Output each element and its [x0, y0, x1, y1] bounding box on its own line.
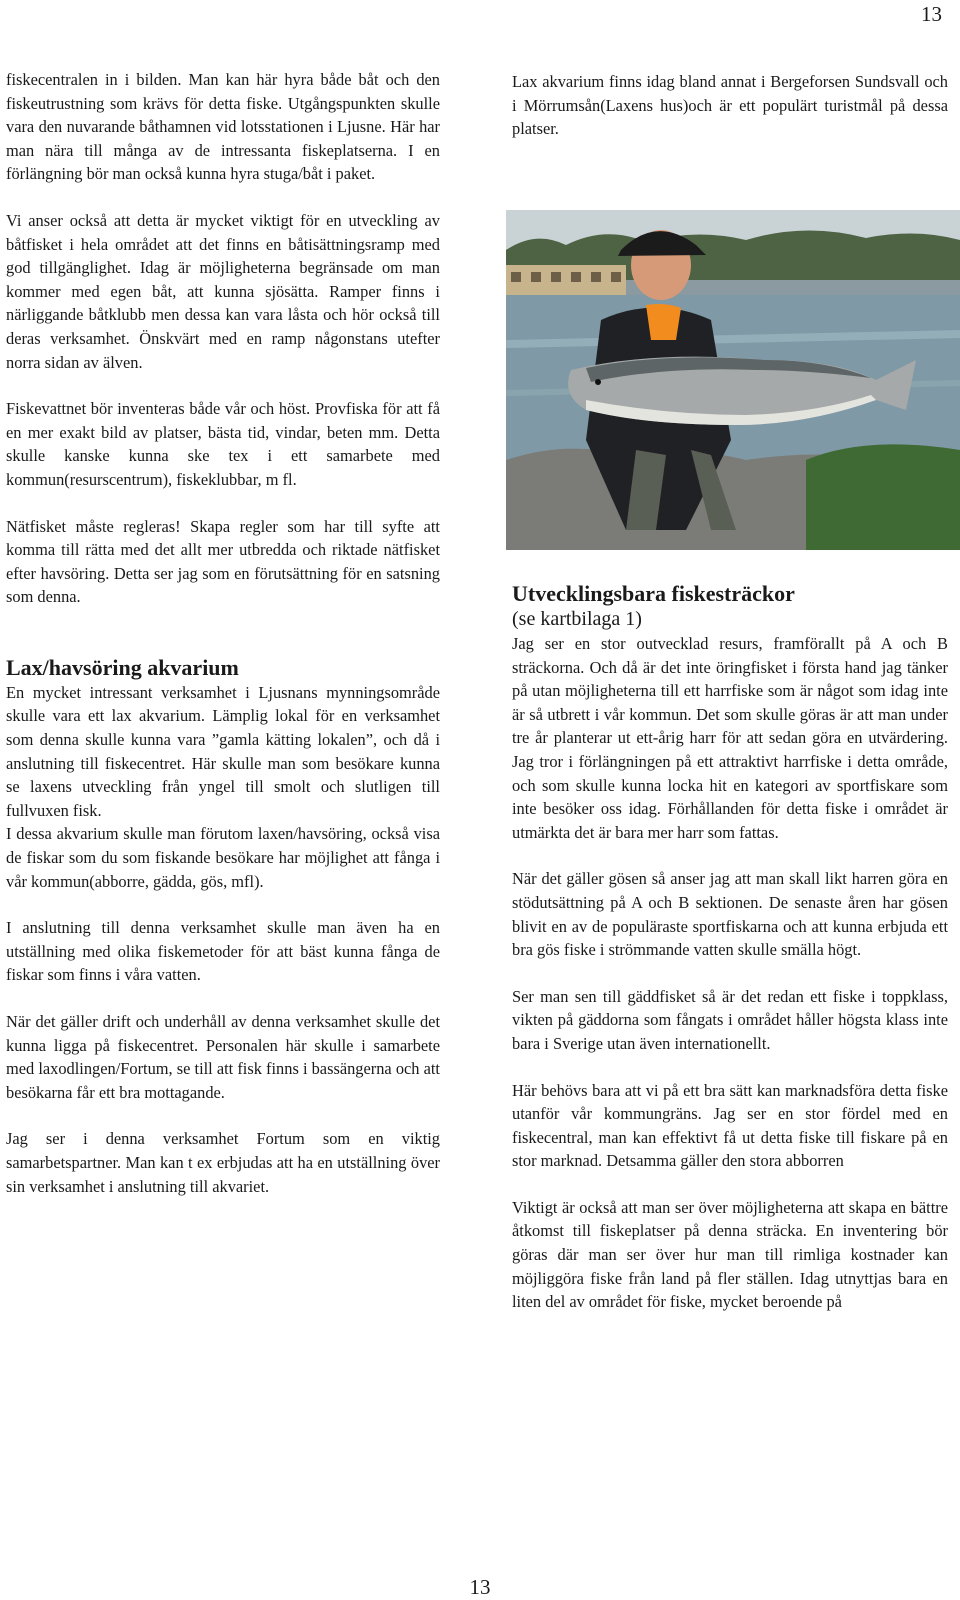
- fisherman-salmon-photo: [506, 210, 960, 550]
- photo-illustration: [506, 210, 960, 550]
- paragraph: Lax akvarium finns idag bland annat i Bergeforsen Sundsvall och i Mörrumsån(Laxens hus)och är ett populärt turistmål på dessa platser.: [512, 72, 948, 139]
- paragraph: Ser man sen till gäddfisket så är det redan ett fiske i toppklass, vikten på gäddorna som fångats i området håller högsta klass inte bara i Sverige utan även internationellt.: [512, 986, 948, 1053]
- paragraph: När det gäller gösen så anser jag att man skall likt harren göra en stödutsättning på A och B sektionen. De senaste åren har gösen blivit en av de populäraste sportfiskarna och att kunna erbjuda ett bra gös fiske i strömmande vatten skulle smälla högt.: [512, 869, 948, 960]
- paragraph: I dessa akvarium skulle man förutom laxen/havsöring, också visa de fiskar som du som fiskande besökare har möjlighet att fånga i vår kommun(abborre, gädda, gös, mfl).: [6, 824, 440, 891]
- paragraph: Fiskevattnet bör inventeras både vår och höst. Provfiska för att få en mer exakt bild av platser, bästa tid, vindar, beten mm. Detta skulle kanske kunna ske tex i ett samarbete med kommun(resurscentrum), fiskeklubbar, m fl.: [6, 399, 440, 489]
- paragraph: Viktigt är också att man ser över möjligheterna att skapa en bättre åtkomst till fiskeplatser på denna sträcka. En inventering bör göras där man ser över hur man till rimliga kostnader kan möjliggöra fiske från land på fler ställen. Idag utnyttjas bara en liten del av området för fiske, mycket beroende på: [512, 1197, 948, 1312]
- section-subheading: (se kartbilaga 1): [512, 608, 642, 630]
- paragraph: En mycket intressant verksamhet i Ljusnans mynningsområde skulle vara ett lax akvarium. Lämplig lokal för en verksamhet som denna skulle kunna vara ”gamla kätting lokalen”, och då i anslutning till fiskecentret. Här skulle man som besökare kunna se laxens utveckling från yngel till smolt och slutligen till fullvuxen fisk.: [6, 682, 440, 820]
- paragraph: Nätfisket måste regleras! Skapa regler som har till syfte att komma till rätta med det allt mer utbredda och riktade nätfisket efter havsöring. Detta ser jag som en förutsättning för en satsning som denna.: [6, 516, 440, 607]
- paragraph: Här behövs bara att vi på ett bra sätt kan marknadsföra detta fiske utanför vår kommungräns. Jag ser en stor fördel med en fiskecentral, man kan effektivt få ut detta fiske till fiskare på en stor marknad. Detsamma gäller den stora abborren: [512, 1080, 948, 1171]
- page-number-top: 13: [921, 2, 942, 26]
- left-column: [6, 68, 440, 1198]
- section-heading: Utvecklingsbara fiskesträckor: [512, 581, 795, 606]
- paragraph: Jag ser i denna verksamhet Fortum som en viktig samarbetspartner. Man kan t ex erbjudas att ha en utställning över sin verksamhet i anslutning till akvariet.: [6, 1129, 440, 1196]
- section-heading: Lax/havsöring akvarium: [6, 654, 239, 680]
- right-column-bottom: [512, 580, 948, 1314]
- right-column-top: [512, 70, 948, 141]
- paragraph: Jag ser en stor outvecklad resurs, framförallt på A och B sträckorna. Och då är det inte öringfisket i första hand jag tänker på utan möjligheterna till ett harrfiske som är något som idag inte är så utbrett i vår kommun. Det som skulle göras är att man under tre år planterar ut ett-årig harr för att sedan göra en utvärdering. Jag tror i förlängningen på ett attraktivt harrfiske i detta område, och som skulle kunna locka hit en kategori av sportfiskare som inte besöker oss idag. Förhållanden för detta fiske i området är utmärkta det är bara mer harr som fattas.: [512, 634, 948, 842]
- paragraph: I anslutning till denna verksamhet skulle man även ha en utställning med olika fiskemetoder för att bäst kunna fånga de fiskar som finns i våra vatten.: [6, 918, 440, 985]
- paragraph: Vi anser också att detta är mycket viktigt för en utveckling av båtfisket i hela området att det finns en båtisättningsramp med god tillgänglighet. Idag är möjligheterna begränsade om man kommer med egen båt, att kunna sjösätta. Ramper finns i närliggande båtklubb men dessa kan vara låsta och hör också till deras verksamhet. Önskvärt med en ramp någonstans utefter norra sidan av älven.: [6, 210, 440, 372]
- page-number-bottom: 13: [469, 1575, 491, 1599]
- paragraph: När det gäller drift och underhåll av denna verksamhet skulle det kunna ligga på fiskecentret. Personalen här skulle i samarbete med laxodlingen/Fortum, se till att fisk finns i bassängerna och att besökarna får ett bra mottagande.: [6, 1012, 440, 1102]
- paragraph: fiskecentralen in i bilden. Man kan här hyra både båt och den fiskeutrustning som krävs för detta fiske. Utgångspunkten skulle vara den nuvarande båthamnen vid lotsstationen i Ljusne. Här har man nära till många av de intressanta fiskeplatserna. I en förlängning bör man också kunna hyra stuga/båt i paket.: [6, 70, 440, 184]
